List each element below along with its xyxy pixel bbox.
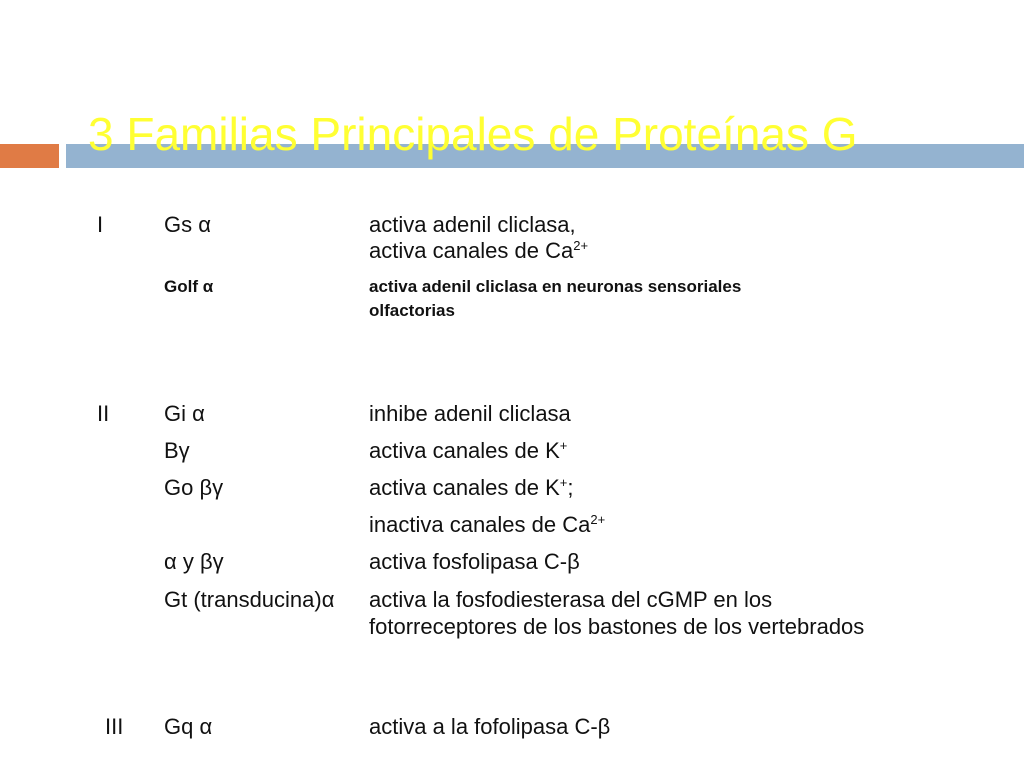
protein-golf-alpha: Golf α xyxy=(164,277,214,296)
effect-alpha-and-beta-gamma: activa fosfolipasa C-β xyxy=(369,549,580,574)
effect-gt-line2: fotorreceptores de los bastones de los vertebrados xyxy=(369,614,865,639)
protein-b-gamma: Bγ xyxy=(164,438,190,463)
protein-alpha-and-beta-gamma: α y βγ xyxy=(164,549,224,574)
effect-golf-alpha-line1: activa adenil cliclasa en neuronas sensoriales xyxy=(369,277,742,296)
family-label-ii: II xyxy=(97,401,110,426)
protein-gq-alpha: Gq α xyxy=(164,714,213,739)
effect-gs-alpha-line2: activa canales de $Ca^{2+}$ xyxy=(369,238,589,263)
superscript-charge: + xyxy=(559,438,568,453)
effect-b-gamma: activa canales de K+ xyxy=(369,438,568,463)
family-label-i: I xyxy=(97,212,104,237)
title-accent-bar-left xyxy=(0,144,59,168)
effect-go-beta-gamma-line2: inactiva canales de $Ca^{2+}$ xyxy=(369,512,606,537)
effect-gt-line1: activa la fosfodiesterasa del cGMP en los xyxy=(369,587,773,612)
protein-go-beta-gamma: Go βγ xyxy=(164,475,224,500)
protein-gt-transducina: Gt (transducina)α xyxy=(164,587,335,612)
effect-gs-alpha-line1: activa adenil cliclasa, xyxy=(369,212,576,237)
protein-gi-alpha: Gi α xyxy=(164,401,205,426)
superscript-charge: 2+ xyxy=(590,512,606,527)
superscript-charge: + xyxy=(559,475,568,490)
slide-title: 3 Familias Principales de Proteínas G xyxy=(88,108,858,160)
superscript-charge: 2+ xyxy=(573,238,589,253)
family-label-iii: III xyxy=(105,714,124,739)
effect-gq-alpha: activa a la fofolipasa C-β xyxy=(369,714,611,739)
effect-go-beta-gamma-line1: activa canales de K+; xyxy=(369,475,574,500)
effect-gi-alpha: inhibe adenil cliclasa xyxy=(369,401,571,426)
effect-golf-alpha-line2: olfactorias xyxy=(369,301,455,320)
protein-gs-alpha: Gs α xyxy=(164,212,211,237)
